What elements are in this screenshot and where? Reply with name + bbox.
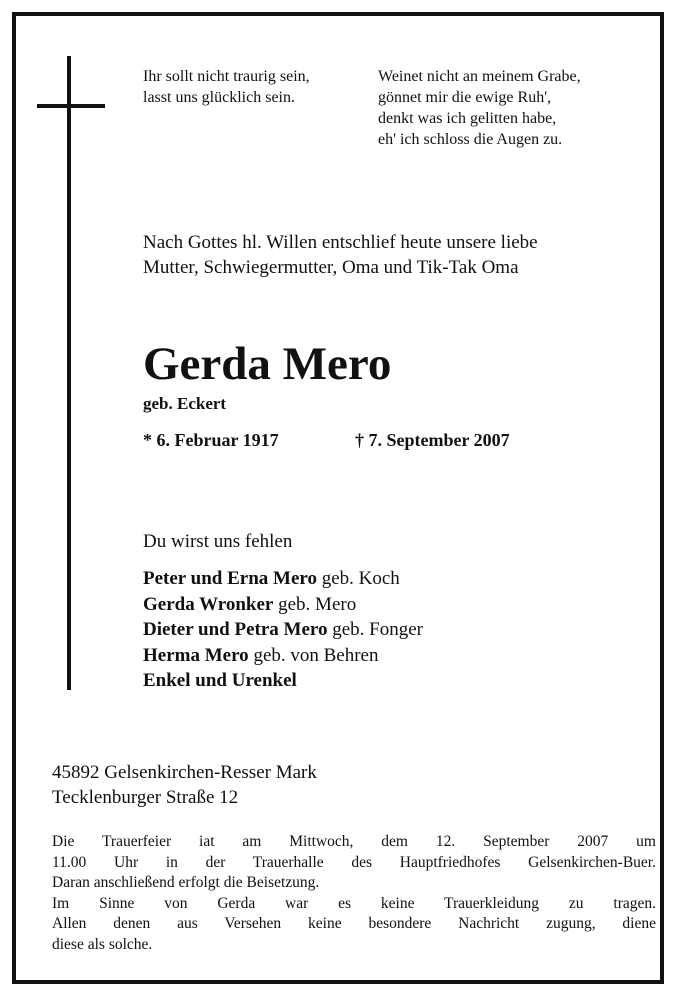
address-line: Tecklenburger Straße 12 [52, 787, 239, 808]
notice-line: Allen denen aus Versehen keine besondere Nachricht zugung, diene [52, 915, 656, 932]
mourner-row [143, 566, 423, 592]
mourners-list [143, 566, 423, 694]
closing-line: Du wirst uns fehlen [143, 531, 293, 552]
mourner-name: Enkel und Urenkel [143, 670, 297, 691]
verse-line: gönnet mir die ewige Ruh', [378, 89, 552, 106]
address-line: 45892 Gelsenkirchen-Resser Mark [52, 762, 317, 783]
mourner-row [143, 592, 423, 618]
mourner-note: geb. von Behren [253, 644, 379, 666]
mourner-name: Gerda Wronker [143, 593, 274, 615]
cross-icon [67, 56, 71, 690]
birth-date: * 6. Februar 1917 [143, 430, 279, 450]
mourner-note: geb. Fonger [332, 619, 424, 640]
verse-line: eh' ich schloss die Augen zu. [378, 131, 563, 148]
verse-line: lasst uns glücklich sein. [143, 89, 295, 106]
verse-left [143, 66, 310, 108]
mourner-name: Dieter und Petra Mero [143, 619, 328, 640]
notice-line: Daran anschließend erfolgt die Beisetzung. [52, 874, 320, 891]
notice-line: diese als solche. [52, 935, 153, 953]
mourner-row [143, 617, 423, 643]
verse-line: Ihr sollt nicht traurig sein, [143, 68, 310, 85]
verse-right [378, 66, 581, 150]
maiden-name: geb. Eckert [143, 394, 227, 413]
verse-line: denkt was ich gelitten habe, [378, 110, 557, 127]
cross-icon-bar [37, 104, 105, 108]
death-date: † 7. September 2007 [355, 430, 510, 450]
funeral-notice [52, 832, 656, 955]
mourner-note: geb. Mero [278, 593, 357, 615]
notice-line: Im Sinne von Gerda war es keine Trauerkleidung zu tragen. [52, 894, 656, 912]
deceased-name: Gerda Mero [143, 338, 392, 390]
mourner-row [143, 668, 423, 694]
mourner-note: geb. Koch [321, 568, 400, 589]
notice-line: 11.00 Uhr in der Trauerhalle des Hauptfriedhofes Gelsenkirchen-Buer. [52, 853, 656, 871]
notice-line: Die Trauerfeier iat am Mittwoch, dem 12. September 2007 um [52, 833, 656, 850]
mourner-name: Herma Mero [143, 644, 249, 666]
mourner-row [143, 643, 423, 669]
intro-line: Nach Gottes hl. Willen entschlief heute unsere liebe [143, 232, 538, 253]
verse-line: Weinet nicht an meinem Grabe, [378, 68, 581, 85]
mourner-name: Peter und Erna Mero [143, 568, 317, 589]
intro-text [143, 230, 538, 280]
intro-line: Mutter, Schwiegermutter, Oma und Tik-Tak Oma [143, 257, 519, 278]
address-block [52, 760, 317, 810]
